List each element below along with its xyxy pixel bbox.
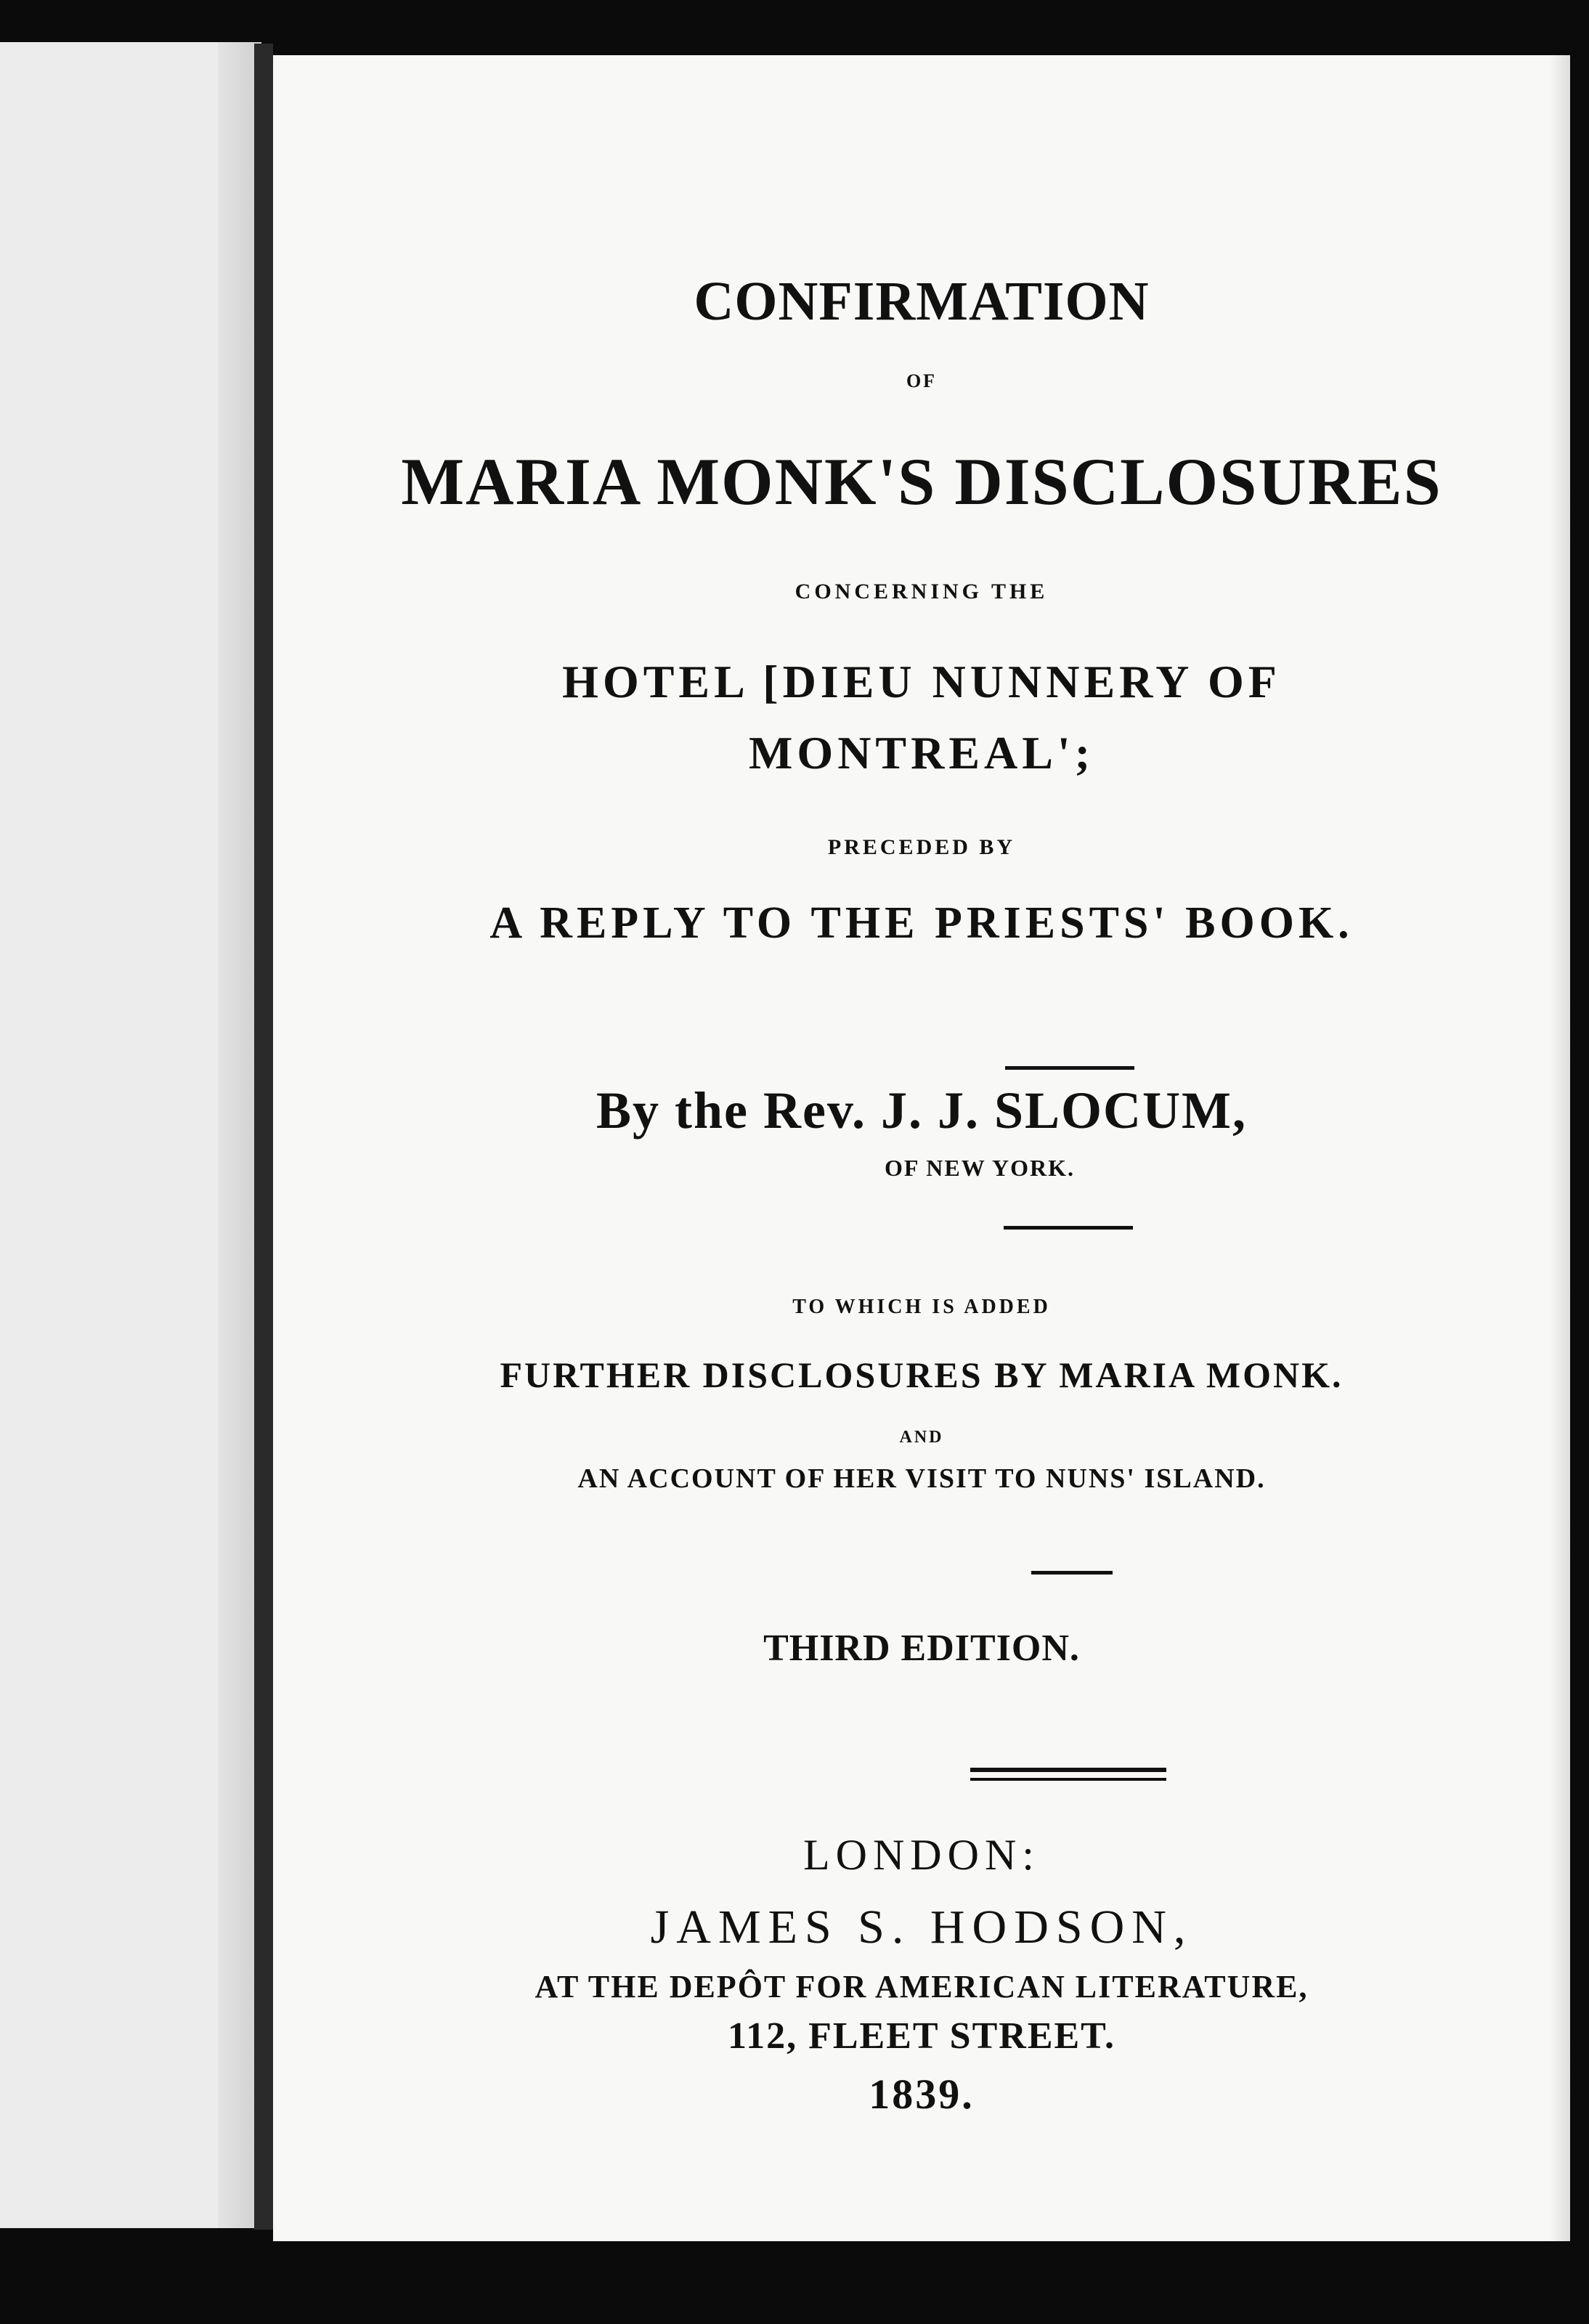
double-rule-bottom [970, 1778, 1166, 1781]
author-byline: By the Rev. J. J. SLOCUM, [596, 1081, 1247, 1139]
concerning-text: CONCERNING THE [794, 580, 1049, 604]
publisher-address: 112, FLEET STREET. [727, 2015, 1116, 2057]
hotel-dieu-line: HOTEL [DIEU NUNNERY OF [562, 656, 1281, 707]
montreal-line: MONTREAL'; [749, 727, 1094, 779]
and-text: AND [899, 1428, 944, 1447]
double-rule-top [970, 1768, 1166, 1772]
title-of: OF [906, 370, 938, 391]
divider-rule [1031, 1571, 1113, 1575]
preceded-by-text: PRECEDED BY [827, 835, 1016, 859]
left-page-fragment [0, 42, 261, 2228]
divider-rule [1004, 1226, 1133, 1230]
divider-rule [1005, 1066, 1134, 1070]
imprint-city: LONDON: [803, 1831, 1040, 1879]
reply-line: A REPLY TO THE PRIESTS' BOOK. [489, 898, 1354, 948]
book-gutter [254, 44, 273, 2230]
title-page [273, 55, 1570, 2241]
account-line: AN ACCOUNT OF HER VISIT TO NUNS' ISLAND. [577, 1463, 1266, 1494]
title-confirmation: CONFIRMATION [694, 271, 1150, 332]
edition-text: THIRD EDITION. [763, 1628, 1080, 1669]
publisher-location: AT THE DEPÔT FOR AMERICAN LITERATURE, [535, 1969, 1309, 2004]
further-disclosures-line: FURTHER DISCLOSURES BY MARIA MONK. [500, 1354, 1344, 1395]
author-place: OF NEW YORK. [885, 1155, 1075, 1181]
title-maria-monk: MARIA MONK'S DISCLOSURES [401, 444, 1442, 519]
publication-year: 1839. [869, 2071, 975, 2118]
publisher-name: JAMES S. HODSON, [650, 1901, 1193, 1954]
added-intro: TO WHICH IS ADDED [792, 1296, 1051, 1318]
